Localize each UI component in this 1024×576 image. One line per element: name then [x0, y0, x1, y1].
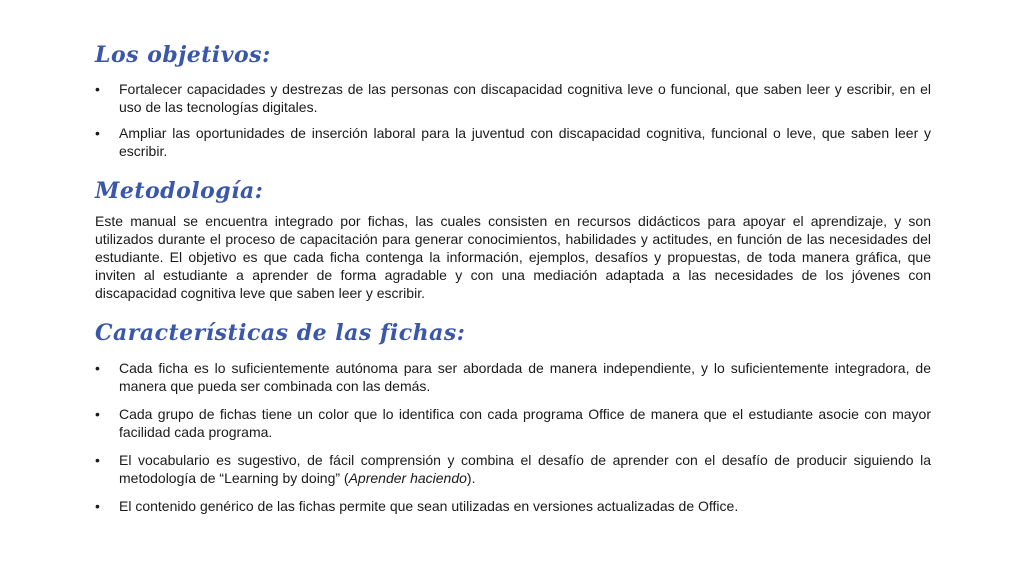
- caracteristicas-heading: Características de las fichas:: [95, 320, 466, 346]
- bullet-icon: •: [95, 452, 100, 468]
- caracteristica-text: Cada ficha es lo suficientemente autónoma para ser abordada de manera independiente, y lo suficientemente integradora, de manera que pueda ser combinada con las demás.: [119, 360, 931, 394]
- list-item: [95, 359, 931, 395]
- bullet-icon: •: [95, 125, 100, 141]
- objetivo-text: Fortalecer capacidades y destrezas de las personas con discapacidad cognitiva leve o funcional, que saben leer y escribir, en el uso de las tecnologías digitales.: [119, 81, 931, 115]
- list-item: [95, 497, 931, 515]
- bullet-icon: •: [95, 406, 100, 422]
- caracteristica-text: Cada grupo de fichas tiene un color que lo identifica con cada programa Office de manera que el estudiante asocie con mayor facilidad cada programa.: [119, 406, 931, 440]
- caracteristica-text: El contenido genérico de las fichas permite que sean utilizadas en versiones actualizadas de Office.: [119, 498, 739, 514]
- vocab-text-emphasis: Aprender haciendo: [348, 470, 467, 486]
- list-item: [95, 80, 931, 116]
- metodologia-text: Este manual se encuentra integrado por fichas, las cuales consisten en recursos didácticos para apoyar el aprendizaje, y son utilizados durante el proceso de capacitación para generar conocimientos, habilidades y actitudes, en función de las necesidades del estudiante. El objetivo es que cada ficha contenga la información, ejemplos, desafíos y propuestas, de toda manera gráfica, que inviten al estudiante a aprender de forma agradable y con una mediación adaptada a las necesidades de los jóvenes con discapacidad cognitiva leve que saben leer y escribir.: [95, 213, 931, 301]
- objetivos-heading: Los objetivos:: [95, 42, 271, 68]
- objetivos-list: [95, 80, 931, 160]
- list-item: [95, 405, 931, 441]
- objetivo-text: Ampliar las oportunidades de inserción laboral para la juventud con discapacidad cognitiva, funcional o leve, que saben leer y escribir.: [119, 125, 931, 159]
- vocab-text-before: El vocabulario es sugestivo, de fácil comprensión y combina el desafío de aprender con el desafío de producir siguiendo la metodología de “Learning by doing” (: [119, 452, 931, 486]
- vocab-text-after: ).: [466, 470, 476, 486]
- bullet-icon: •: [95, 81, 100, 97]
- metodologia-heading: Metodología:: [95, 178, 264, 204]
- caracteristicas-list: [95, 359, 931, 515]
- list-item: [95, 124, 931, 160]
- bullet-icon: •: [95, 498, 100, 514]
- bullet-icon: •: [95, 360, 100, 376]
- list-item: [95, 451, 931, 487]
